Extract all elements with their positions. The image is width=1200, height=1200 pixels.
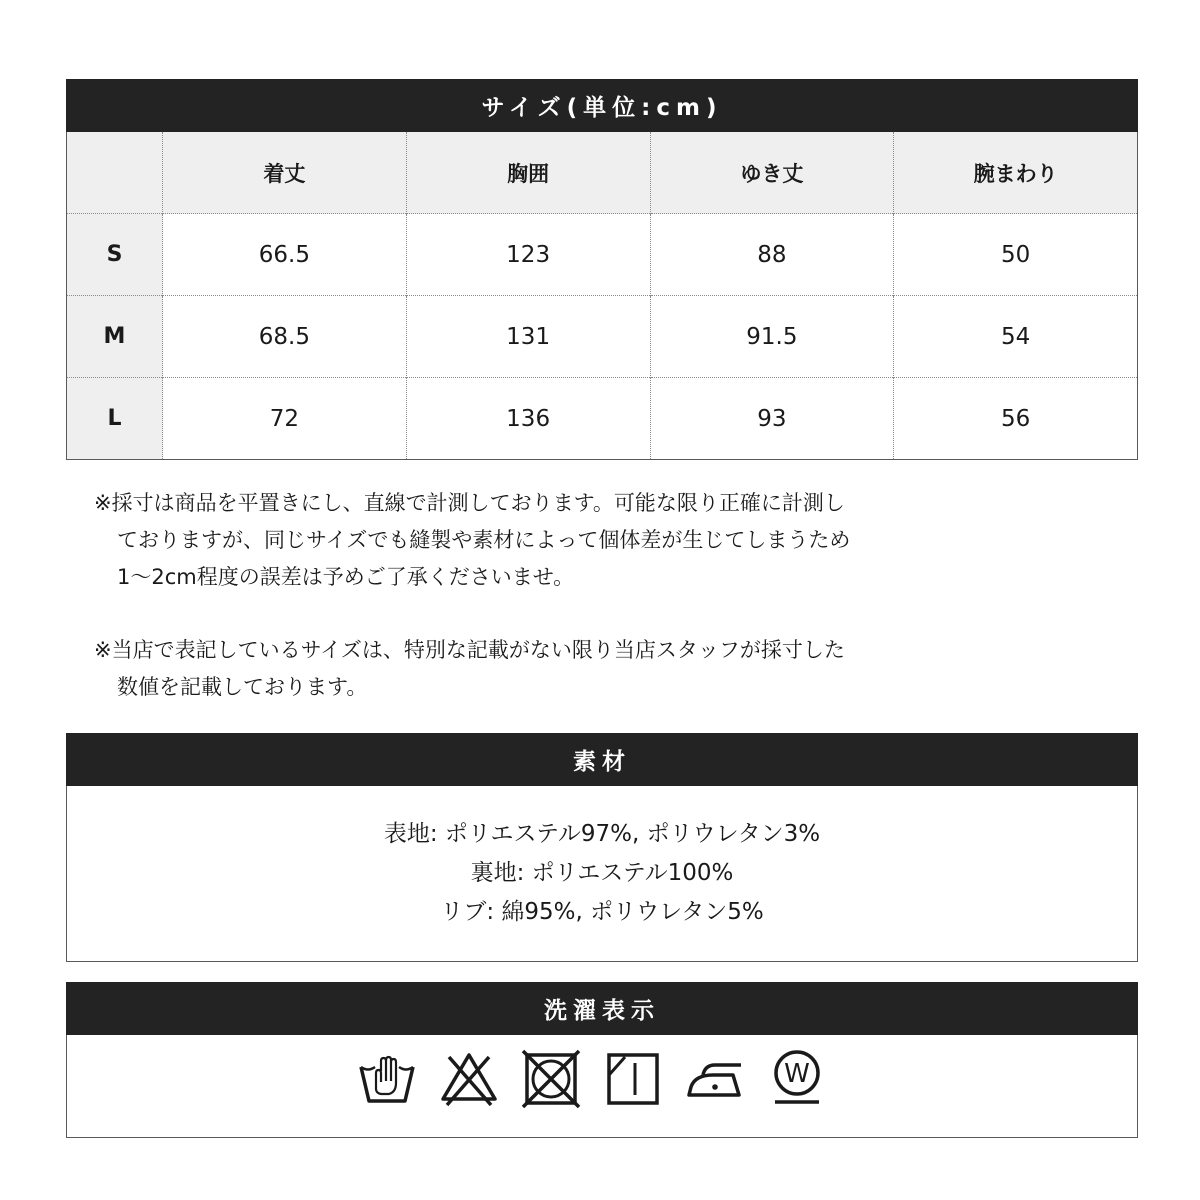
column-header-chest: 胸囲 bbox=[406, 132, 650, 214]
row-label: S bbox=[67, 214, 163, 296]
table-cell: 93 bbox=[650, 378, 894, 460]
table-cell: 131 bbox=[406, 296, 650, 378]
material-section bbox=[66, 733, 1138, 962]
care-section-title: 洗濯表示 bbox=[66, 982, 1138, 1035]
iron-low-icon bbox=[685, 1049, 745, 1109]
table-cell: 66.5 bbox=[163, 214, 407, 296]
size-table-header-row bbox=[67, 132, 1138, 214]
note-line: ※採寸は商品を平置きにし、直線で計測しております。可能な限り正確に計測し bbox=[94, 491, 845, 515]
table-cell: 50 bbox=[894, 214, 1138, 296]
column-header-length: 着丈 bbox=[163, 132, 407, 214]
row-label: M bbox=[67, 296, 163, 378]
size-source-note bbox=[94, 632, 934, 706]
table-cell: 68.5 bbox=[163, 296, 407, 378]
table-cell: 91.5 bbox=[650, 296, 894, 378]
size-table bbox=[66, 132, 1138, 460]
do-not-bleach-icon bbox=[439, 1049, 499, 1109]
table-cell: 56 bbox=[894, 378, 1138, 460]
row-label: L bbox=[67, 378, 163, 460]
table-row bbox=[67, 296, 1138, 378]
hand-wash-icon bbox=[357, 1049, 417, 1109]
care-section bbox=[66, 982, 1138, 1138]
table-cell: 72 bbox=[163, 378, 407, 460]
size-table-corner-cell bbox=[67, 132, 163, 214]
material-line: 表地: ポリエステル97%, ポリウレタン3% bbox=[383, 821, 821, 847]
material-section-title: 素材 bbox=[66, 733, 1138, 786]
size-section-title: サイズ(単位:cm) bbox=[66, 79, 1138, 132]
care-body bbox=[66, 1035, 1138, 1138]
table-cell: 88 bbox=[650, 214, 894, 296]
table-cell: 54 bbox=[894, 296, 1138, 378]
do-not-tumble-dry-icon bbox=[521, 1049, 581, 1109]
size-section bbox=[66, 79, 1138, 460]
measurement-note bbox=[94, 485, 934, 596]
note-line: ※当店で表記しているサイズは、特別な記載がない限り当店スタッフが採寸した bbox=[94, 638, 845, 662]
table-cell: 136 bbox=[406, 378, 650, 460]
wet-clean-letter: W bbox=[784, 1059, 810, 1089]
material-line: 裏地: ポリエステル100% bbox=[470, 860, 734, 886]
table-row bbox=[67, 378, 1138, 460]
note-line: ておりますが、同じサイズでも縫製や素材によって個体差が生じてしまうため bbox=[117, 528, 851, 552]
wet-clean-gentle-icon bbox=[767, 1049, 827, 1109]
line-dry-icon bbox=[603, 1049, 663, 1109]
note-line: 数値を記載しております。 bbox=[117, 675, 368, 699]
note-line: 1〜2cm程度の誤差は予めご了承くださいませ。 bbox=[117, 565, 575, 589]
table-cell: 123 bbox=[406, 214, 650, 296]
material-line: リブ: 綿95%, ポリウレタン5% bbox=[440, 899, 764, 925]
table-row bbox=[67, 214, 1138, 296]
material-body bbox=[66, 786, 1138, 962]
care-icon-row bbox=[357, 1049, 849, 1109]
column-header-sleeve: ゆき丈 bbox=[650, 132, 894, 214]
column-header-arm: 腕まわり bbox=[894, 132, 1138, 214]
